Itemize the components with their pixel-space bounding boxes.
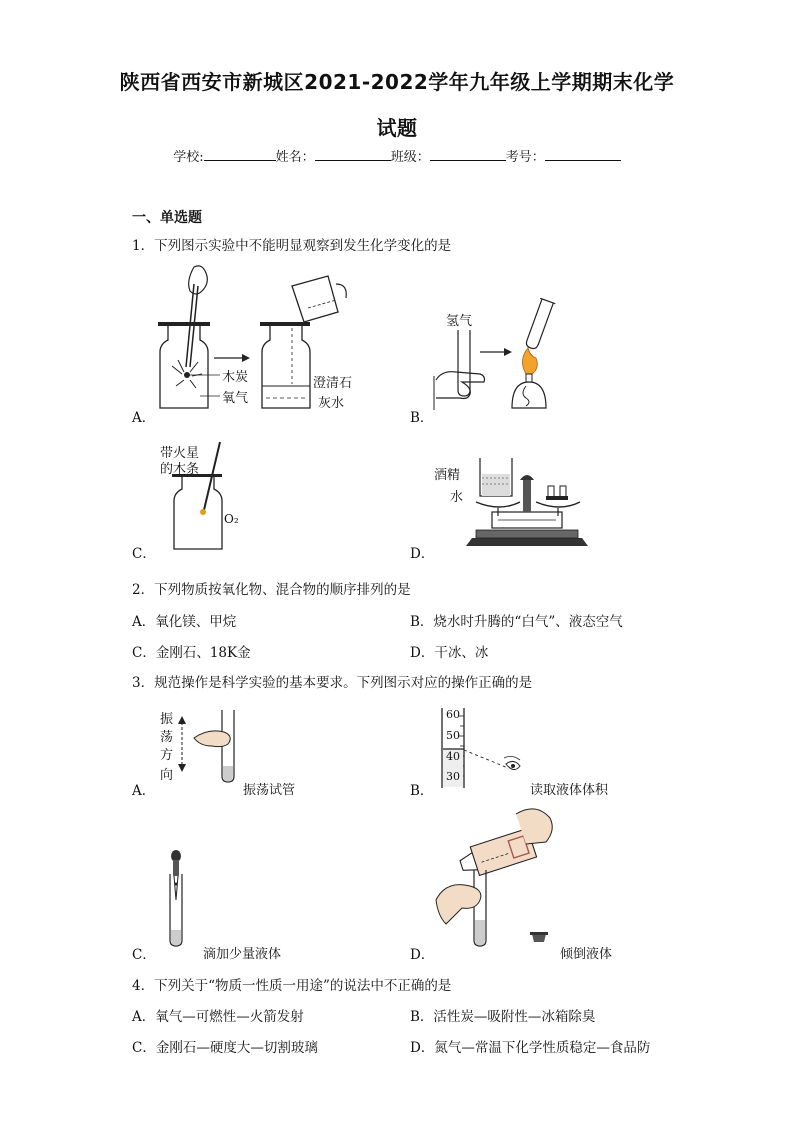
class-label: 班级： (390, 150, 430, 165)
q3-option-b[interactable]: B． (410, 783, 434, 799)
question-4-stem: 4．下列关于“物质一性质一用途”的说法中不正确的是 (132, 978, 452, 994)
q1-fig-d-label-water: 水 (450, 490, 464, 505)
question-2-stem: 2．下列物质按氧化物、混合物的顺序排列的是 (132, 582, 411, 598)
q3-fig-a-caption: 振荡试管 (243, 783, 296, 798)
q1-fig-d-label-alcohol: 酒精 (434, 468, 461, 483)
q3-fig-b-tick-40: 40 (446, 750, 460, 763)
q1-fig-c-label-splint-2: 的木条 (160, 462, 200, 477)
q2-option-d[interactable]: D．干冰、冰 (410, 645, 489, 661)
q1-fig-b-label-hydrogen: 氢气 (446, 314, 473, 329)
q2-option-c[interactable]: C．金刚石、18K金 (132, 645, 251, 661)
q3-fig-d-caption: 倾倒液体 (560, 947, 613, 962)
q1-option-a[interactable]: A． (132, 410, 156, 426)
number-blank (545, 146, 621, 161)
q1-fig-c-label-splint-1: 带火星 (160, 446, 200, 461)
page-title-line-2: 试题 (376, 116, 418, 140)
q3-fig-a-vertical-label-1: 振 (160, 712, 174, 727)
q3-fig-a-vertical-label-4: 向 (160, 768, 174, 783)
q3-figure-c-dropper (160, 850, 200, 950)
q3-figure-d-pouring-liquid (432, 800, 562, 950)
q3-fig-b-tick-30: 30 (446, 770, 460, 783)
q2-option-b[interactable]: B．烧水时升腾的“白气”、液态空气 (410, 614, 623, 630)
q1-fig-a-label-limewater-1: 澄清石 (313, 376, 353, 391)
q3-fig-a-vertical-label-3: 方 (160, 748, 174, 763)
q4-option-b[interactable]: B．活性炭—吸附性—冰箱除臭 (410, 1009, 596, 1025)
q1-fig-a-label-limewater-2: 灰水 (318, 396, 345, 411)
q3-fig-b-tick-50: 50 (446, 729, 460, 742)
q4-option-d[interactable]: D．氮气—常温下化学性质稳定—食品防 (410, 1040, 651, 1056)
q3-fig-b-tick-60: 60 (446, 708, 460, 721)
name-blank (315, 146, 391, 161)
question-3-stem: 3．规范操作是科学实验的基本要求。下列图示对应的操作正确的是 (132, 675, 533, 691)
question-1-stem: 1．下列图示实验中不能明显观察到发生化学变化的是 (132, 238, 452, 254)
q3-fig-a-vertical-label-2: 荡 (160, 730, 174, 745)
q3-option-c[interactable]: C． (132, 947, 156, 963)
q1-fig-c-label-oxygen: O₂ (224, 512, 239, 526)
q1-figure-d-balance (462, 450, 592, 554)
page-title-line-1: 陕西省西安市新城区2021-2022学年九年级上学期期末化学 (119, 70, 675, 94)
number-label: 考号： (505, 150, 545, 165)
q1-option-c[interactable]: C． (132, 546, 156, 562)
section-heading-single-choice: 一、单选题 (132, 210, 202, 226)
school-label: 学校: (173, 150, 204, 165)
q2-option-a[interactable]: A．氧化镁、甲烷 (132, 614, 237, 630)
school-blank (204, 146, 276, 161)
q3-fig-b-caption: 读取液体体积 (530, 783, 609, 798)
q3-figure-a-shaking-tube (176, 708, 246, 786)
q1-option-b[interactable]: B． (410, 410, 434, 426)
q1-option-d[interactable]: D． (410, 546, 435, 562)
q4-option-a[interactable]: A．氧气—可燃性—火箭发射 (132, 1009, 304, 1025)
q3-fig-c-caption: 滴加少量液体 (203, 947, 282, 962)
q3-option-d[interactable]: D． (410, 947, 435, 963)
class-blank (430, 146, 506, 161)
student-info-line (0, 146, 794, 165)
name-label: 姓名： (275, 150, 315, 165)
q1-fig-a-label-oxygen: 氧气 (222, 391, 249, 406)
q1-fig-a-label-charcoal: 木炭 (222, 370, 249, 385)
q4-option-c[interactable]: C．金刚石—硬度大—切割玻璃 (132, 1040, 318, 1056)
q3-option-a[interactable]: A． (132, 783, 156, 799)
